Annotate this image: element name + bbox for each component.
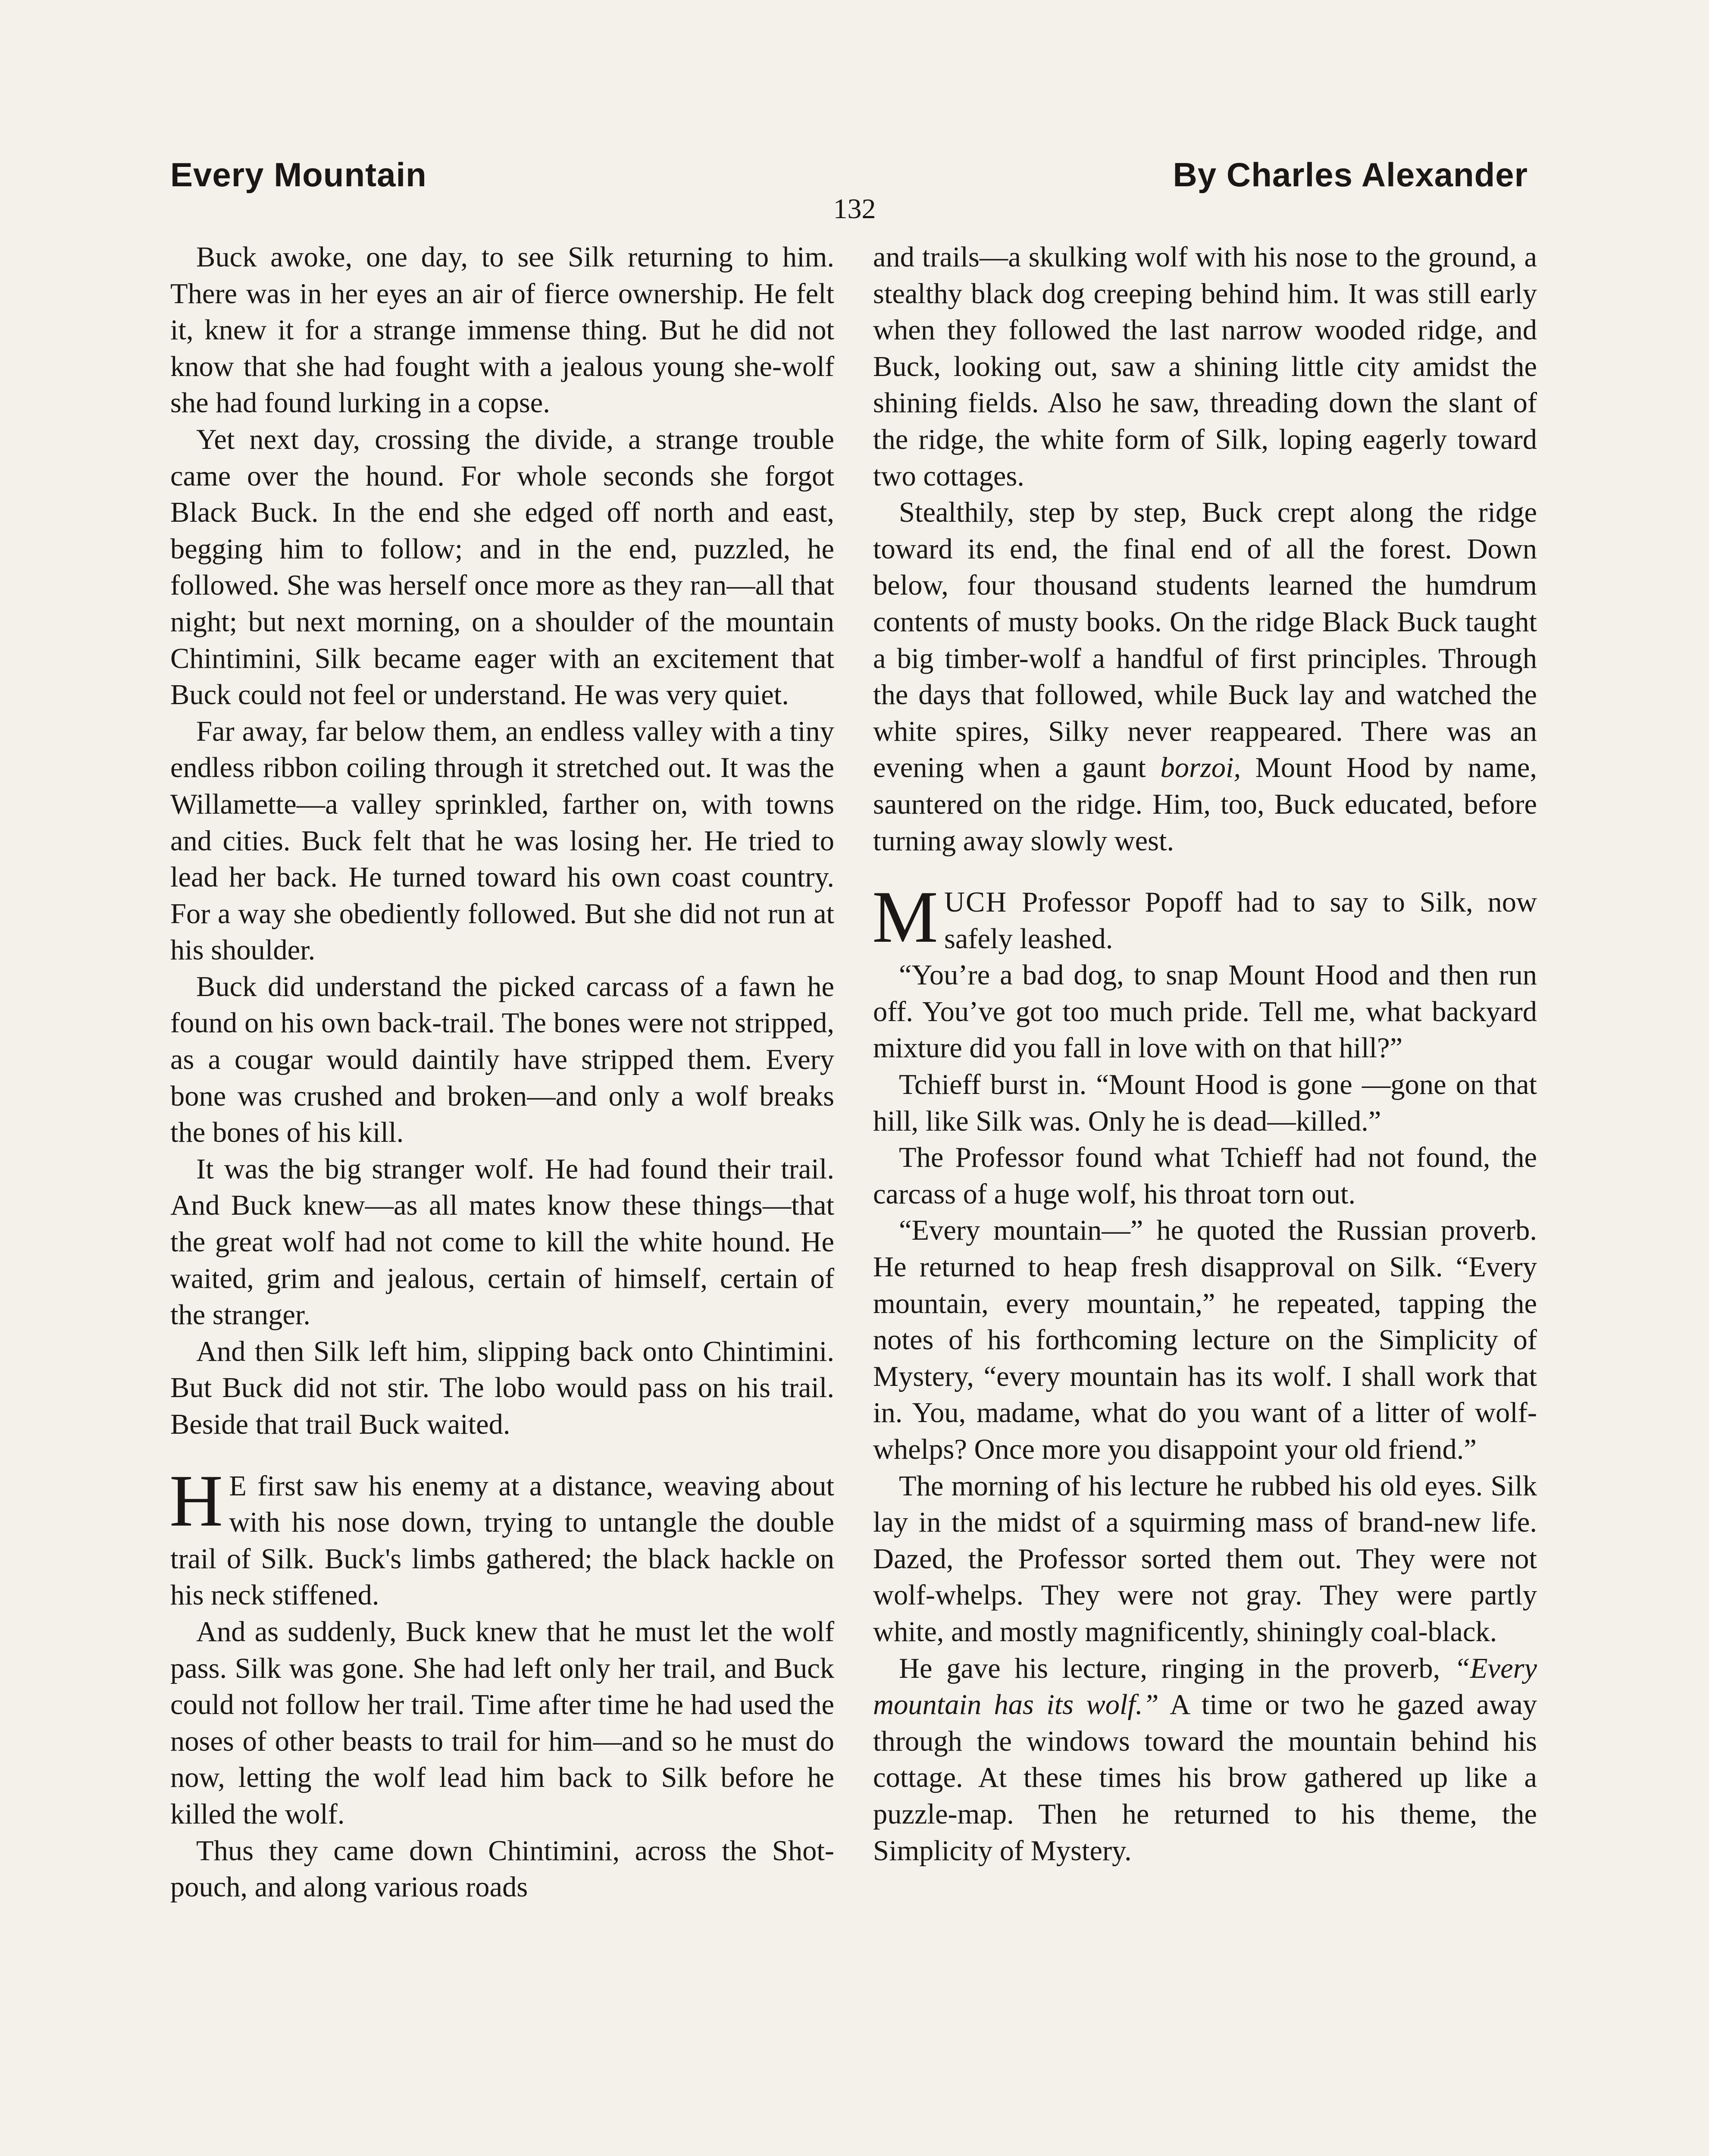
- page-number: 132: [833, 193, 876, 225]
- italic-text: borzoi,: [1160, 752, 1241, 784]
- paragraph-text: Stealthily, step by step, Buck crept along the ridge toward its end, the final end of all the forest. Down below, four thousand students learned the humdrum contents of musty books. On the ridge Black Buck taught a big timber-wolf a handful of first principles. Through the days that followed, while Buck lay and watched the white spires, Silky never reappeared. There was an evening when a gaunt: [873, 497, 1537, 784]
- paragraph-text: A time or two he gazed away through the windows toward the mountain behind his cottage. At these times his brow gathered up like a puzzle-map. Then he returned to his theme, the Simplicity of Mystery.: [873, 1689, 1537, 1867]
- paragraph: [873, 495, 1537, 859]
- paragraph: Buck awoke, one day, to see Silk returning to him. There was in her eyes an air of fierce ownership. He felt it, knew it for a strange immense thing. But he did not know that she had fought with a jealous young she-wolf she had found lurking in a copse.: [170, 241, 834, 419]
- paragraph: “Every mountain—” he quoted the Russian proverb. He returned to heap fresh disapproval on Silk. “Every mountain, every mountain,” he repeated, tapping the notes of his forthcoming lecture on the Simplicity of Mystery, “every mountain has its wolf. I shall work that in. You, madame, what do you want of a litter of wolf-whelps? Once more you disappoint your old friend.”: [873, 1215, 1537, 1465]
- section-opening-paragraph: [872, 876, 1537, 959]
- paragraph-text: first saw his enemy at a distance, weaving about with his nose down, trying to untangle the double trail of Silk. Buck's limbs gathered; the black hackle on his neck stiffened.: [170, 1470, 834, 1611]
- section-opening-paragraph: [169, 1460, 834, 1614]
- paragraph: And then Silk left him, slipping back onto Chintimini. But Buck did not stir. The lobo would pass on his trail. Beside that trail Buck waited.: [170, 1335, 834, 1440]
- paragraph: [873, 1651, 1537, 1870]
- left-column: [170, 239, 834, 1906]
- paragraph: The morning of his lecture he rubbed his old eyes. Silk lay in the midst of a squirming mass of brand-new life. Dazed, the Professor sorted them out. They were not wolf-whelps. They were not gray. They were partly white, and mostly magnificently, shiningly coal-black.: [873, 1470, 1537, 1648]
- paragraph-text: Mount Hood by name, sauntered on the ridge. Him, too, Buck educated, before turning away slowly west.: [873, 752, 1537, 857]
- paragraph: Buck did understand the picked carcass of a fawn he found on his own back-trail. The bones were not stripped, as a cougar would daintily have stripped them. Every bone was crushed and broken—and only a wolf breaks the bones of his kill.: [170, 971, 834, 1149]
- paragraph: It was the big stranger wolf. He had found their trail. And Buck knew—as all mates know these things—that the great wolf had not come to kill the white hound. He waited, grim and jealous, certain of himself, certain of the stranger.: [170, 1153, 834, 1331]
- paragraph: Thus they came down Chintimini, across the Shot-pouch, and along various roads: [170, 1835, 834, 1903]
- paragraph: The Professor found what Tchieff had not found, the carcass of a huge wolf, his throat torn out.: [873, 1142, 1537, 1210]
- paragraph: And as suddenly, Buck knew that he must let the wolf pass. Silk was gone. She had left only her trail, and Buck could not follow her trail. Time after time he had used the noses of other beasts to trail for him—and so he must do now, letting the wolf lead him back to Silk before he killed the wolf.: [170, 1616, 834, 1830]
- author-byline: By Charles Alexander: [1173, 156, 1528, 194]
- paragraph: Tchieff burst in. “Mount Hood is gone —gone on that hill, like Silk was. Only he is dead—killed.”: [873, 1069, 1537, 1137]
- paragraph: “You’re a bad dog, to snap Mount Hood and then run off. You’ve got too much pride. Tell me, what backyard mixture did you fall in love with on that hill?”: [873, 959, 1537, 1064]
- story-title: Every Mountain: [170, 156, 427, 194]
- drop-cap: H: [169, 1460, 223, 1542]
- italic-text: “Every mountain has its wolf.”: [873, 1652, 1537, 1721]
- small-caps-text: E: [229, 1470, 247, 1502]
- paragraph: Far away, far below them, an endless valley with a tiny endless ribbon coiling through it stretched out. It was the Willamette—a valley sprinkled, farther on, with towns and cities. Buck felt that he was losing her. He tried to lead her back. He turned toward his own coast country. For a way she obediently followed. But she did not run at his shoulder.: [170, 715, 834, 966]
- small-caps-text: UCH: [944, 887, 1008, 918]
- paragraph-text: Professor Popoff had to say to Silk, now safely leashed.: [944, 887, 1537, 955]
- paragraph: and trails—a skulking wolf with his nose to the ground, a stealthy black dog creeping behind him. It was still early when they followed the last narrow wooded ridge, and Buck, looking out, saw a shining little city amidst the shining fields. Also he saw, threading down the slant of the ridge, the white form of Silk, loping eagerly toward two cottages.: [873, 241, 1537, 492]
- drop-cap: M: [872, 876, 938, 959]
- paragraph-text: He gave his lecture, ringing in the proverb,: [899, 1652, 1454, 1684]
- paragraph: Yet next day, crossing the divide, a strange trouble came over the hound. For whole seconds she forgot Black Buck. In the end she edged off north and east, begging him to follow; and in the end, puzzled, he followed. She was herself once more as they ran—all that night; but next morning, on a shoulder of the mountain Chintimini, Silk became eager with an excitement that Buck could not feel or understand. He was very quiet.: [170, 423, 834, 711]
- right-column: [873, 239, 1537, 1869]
